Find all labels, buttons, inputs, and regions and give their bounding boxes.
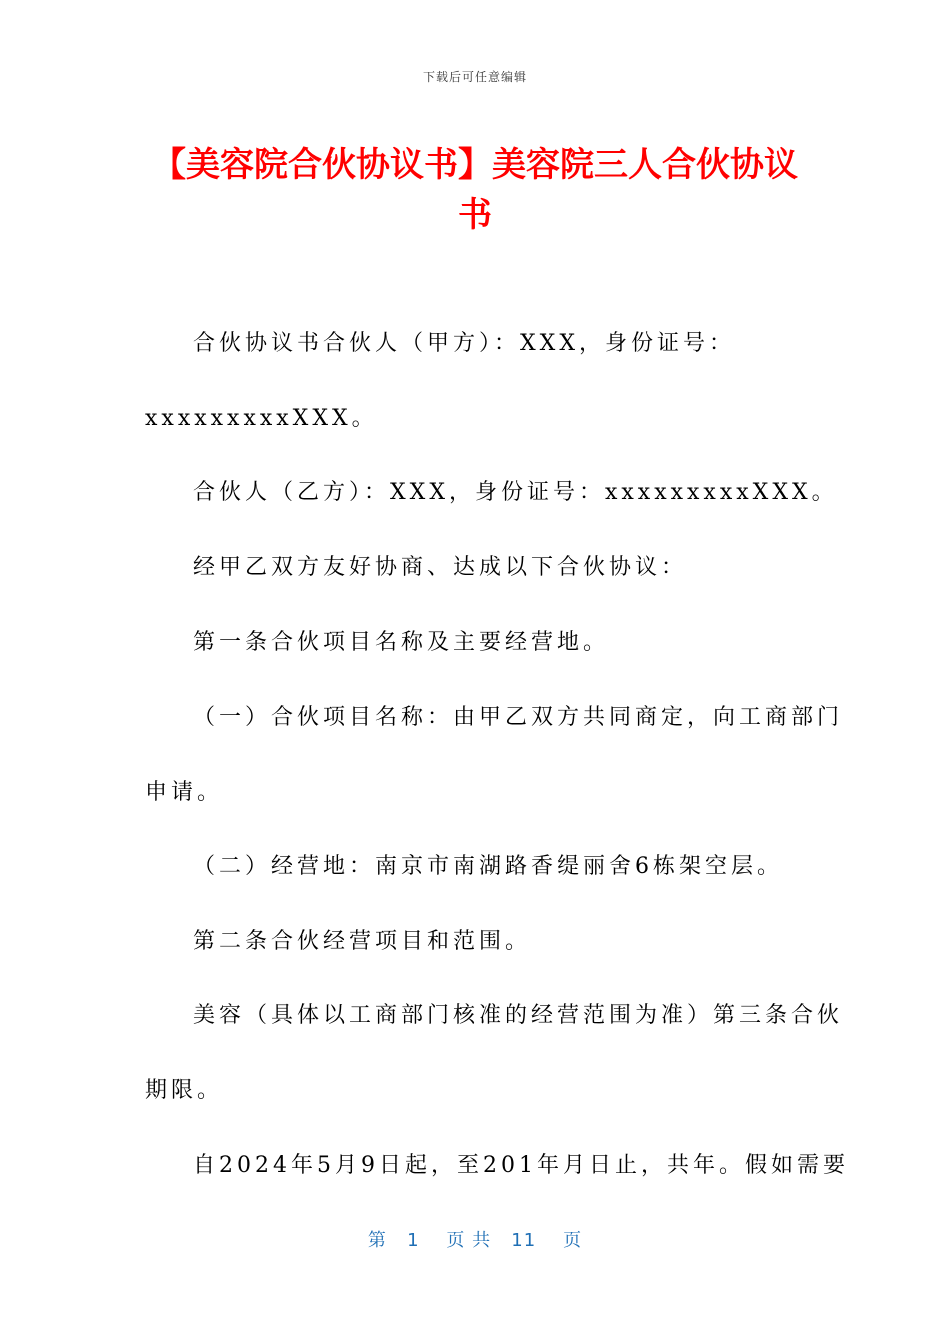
paragraph-line: 合伙人（乙方）：XXX，身份证号：xxxxxxxxxXXX。: [193, 480, 838, 505]
paragraph-line: 合伙协议书合伙人（甲方）：XXX，身份证号：: [193, 331, 735, 356]
header-note: 下载后可任意编辑: [422, 70, 527, 84]
page-number-footer: 第 1 页 共 11 页: [367, 1230, 583, 1251]
paragraph-line: xxxxxxxxxXXX。: [145, 406, 378, 431]
paragraph-line: 经甲乙双方友好协商、达成以下合伙协议：: [193, 555, 688, 580]
paragraph-line: 申请。: [145, 780, 224, 805]
paragraph-line: 第二条合伙经营项目和范围。: [193, 929, 532, 954]
paragraph-line: （一）合伙项目名称：由甲乙双方共同商定，向工商部门: [193, 705, 844, 730]
paragraph-line: 美容（具体以工商部门核准的经营范围为准）第三条合伙: [193, 1003, 844, 1028]
paragraph-line: 自2024年5月9日起，至201年月日止，共年。假如需要: [193, 1153, 849, 1178]
paragraph-line: （二）经营地：南京市南湖路香缇丽舍6栋架空层。: [193, 854, 783, 879]
paragraph-line: 第一条合伙项目名称及主要经营地。: [193, 630, 610, 655]
paragraph-line: 期限。: [145, 1078, 224, 1103]
document-title: 【美容院合伙协议书】美容院三人合伙协议书: [152, 145, 798, 235]
